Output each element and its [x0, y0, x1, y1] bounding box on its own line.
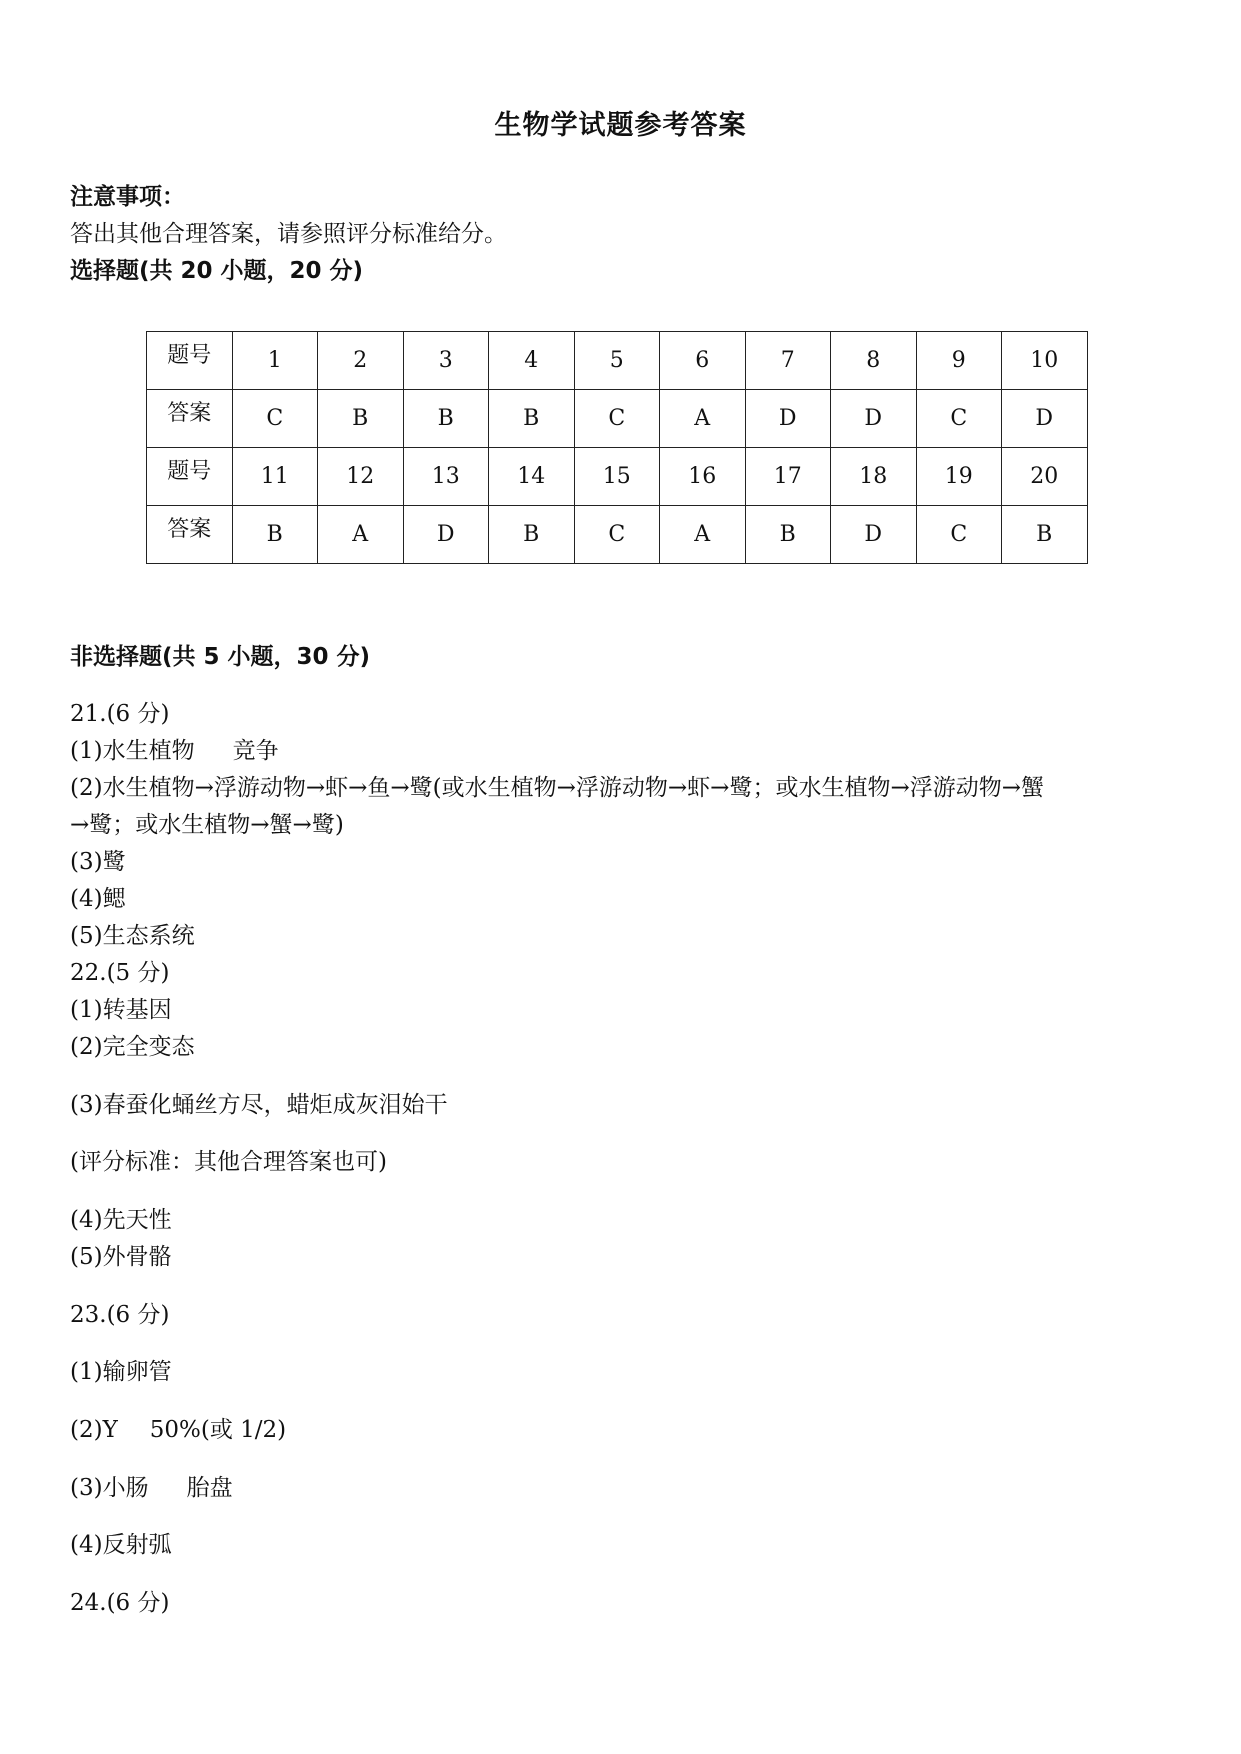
- notice-text: 答出其他合理答案，请参照评分标准给分。: [70, 221, 507, 247]
- question-number-cell: 16: [660, 448, 746, 506]
- question-number-cell: 1: [232, 332, 318, 390]
- answer-cell: A: [660, 390, 746, 448]
- question-number-cell: 9: [916, 332, 1002, 390]
- q22-answer-4: (4)先天性: [70, 1207, 172, 1233]
- q23-answer-3-part-b: 胎盘: [186, 1475, 233, 1501]
- q22-answer-3: (3)春蚕化蛹丝方尽，蜡炬成灰泪始干: [70, 1092, 448, 1118]
- q21-answer-5: (5)生态系统: [70, 923, 195, 949]
- question-number-cell: 6: [660, 332, 746, 390]
- question-number-cell: 14: [489, 448, 575, 506]
- question-number-cell: 5: [574, 332, 660, 390]
- table-row: [147, 448, 1088, 506]
- answer-cell: D: [831, 390, 917, 448]
- answer-cell: B: [745, 506, 831, 564]
- q22-header: 22.(5 分): [70, 960, 170, 986]
- q21-answer-2-line-1: (2)水生植物→浮游动物→虾→鱼→鹭(或水生植物→浮游动物→虾→鹭；或水生植物→浮游动物→蟹: [70, 775, 1044, 801]
- q23-answer-1: (1)输卵管: [70, 1359, 172, 1385]
- answer-table: [146, 331, 1088, 564]
- q23-answer-2-part-b: 50%(或 1/2): [149, 1417, 287, 1443]
- answer-cell: B: [1002, 506, 1088, 564]
- question-number-cell: 19: [916, 448, 1002, 506]
- table-row-label: 题号: [147, 332, 233, 390]
- q21-answer-1-part-b: 竞争: [232, 738, 279, 764]
- q21-answer-3: (3)鹭: [70, 849, 126, 875]
- answer-cell: C: [574, 506, 660, 564]
- answer-cell: B: [403, 390, 489, 448]
- answer-cell: C: [916, 390, 1002, 448]
- answer-cell: A: [318, 506, 404, 564]
- question-number-cell: 10: [1002, 332, 1088, 390]
- question-number-cell: 7: [745, 332, 831, 390]
- table-row: [147, 332, 1088, 390]
- q21-answer-1: [70, 736, 279, 766]
- table-row-label: 答案: [147, 390, 233, 448]
- question-number-cell: 20: [1002, 448, 1088, 506]
- section-choice-heading: 选择题(共 20 小题，20 分): [70, 258, 364, 284]
- q22-scoring-note: (评分标准：其他合理答案也可): [70, 1149, 387, 1175]
- question-number-cell: 15: [574, 448, 660, 506]
- q21-answer-4: (4)鳃: [70, 886, 126, 912]
- q23-answer-4: (4)反射弧: [70, 1532, 172, 1558]
- answer-cell: C: [916, 506, 1002, 564]
- page-title: 生物学试题参考答案: [494, 110, 747, 141]
- q23-header: 23.(6 分): [70, 1302, 170, 1328]
- question-number-cell: 3: [403, 332, 489, 390]
- q21-answer-1-part-a: (1)水生植物: [70, 738, 195, 764]
- answer-cell: B: [489, 506, 575, 564]
- answer-cell: C: [232, 390, 318, 448]
- answer-cell: D: [831, 506, 917, 564]
- q23-answer-3: [70, 1473, 233, 1503]
- notice-heading: 注意事项：: [70, 184, 185, 210]
- q22-answer-2: (2)完全变态: [70, 1034, 195, 1060]
- question-number-cell: 11: [232, 448, 318, 506]
- question-number-cell: 8: [831, 332, 917, 390]
- q24-header: 24.(6 分): [70, 1590, 170, 1616]
- q23-answer-3-part-a: (3)小肠: [70, 1475, 149, 1501]
- q22-answer-1: (1)转基因: [70, 997, 172, 1023]
- answer-cell: D: [403, 506, 489, 564]
- question-number-cell: 2: [318, 332, 404, 390]
- answer-cell: B: [489, 390, 575, 448]
- answer-cell: A: [660, 506, 746, 564]
- section-nonchoice-heading: 非选择题(共 5 小题，30 分): [70, 644, 371, 670]
- question-number-cell: 12: [318, 448, 404, 506]
- answer-cell: D: [1002, 390, 1088, 448]
- question-number-cell: 13: [403, 448, 489, 506]
- table-row: [147, 506, 1088, 564]
- q21-header: 21.(6 分): [70, 701, 170, 727]
- answer-cell: C: [574, 390, 660, 448]
- table-row: [147, 390, 1088, 448]
- table-row-label: 答案: [147, 506, 233, 564]
- q23-answer-2-part-a: (2)Y: [70, 1417, 118, 1443]
- answer-cell: B: [232, 506, 318, 564]
- q22-answer-5: (5)外骨骼: [70, 1244, 172, 1270]
- question-number-cell: 18: [831, 448, 917, 506]
- answer-cell: B: [318, 390, 404, 448]
- q23-answer-2: [70, 1415, 286, 1445]
- question-number-cell: 17: [745, 448, 831, 506]
- q21-answer-2-line-2: →鹭；或水生植物→蟹→鹭): [70, 812, 344, 838]
- answer-cell: D: [745, 390, 831, 448]
- question-number-cell: 4: [489, 332, 575, 390]
- table-row-label: 题号: [147, 448, 233, 506]
